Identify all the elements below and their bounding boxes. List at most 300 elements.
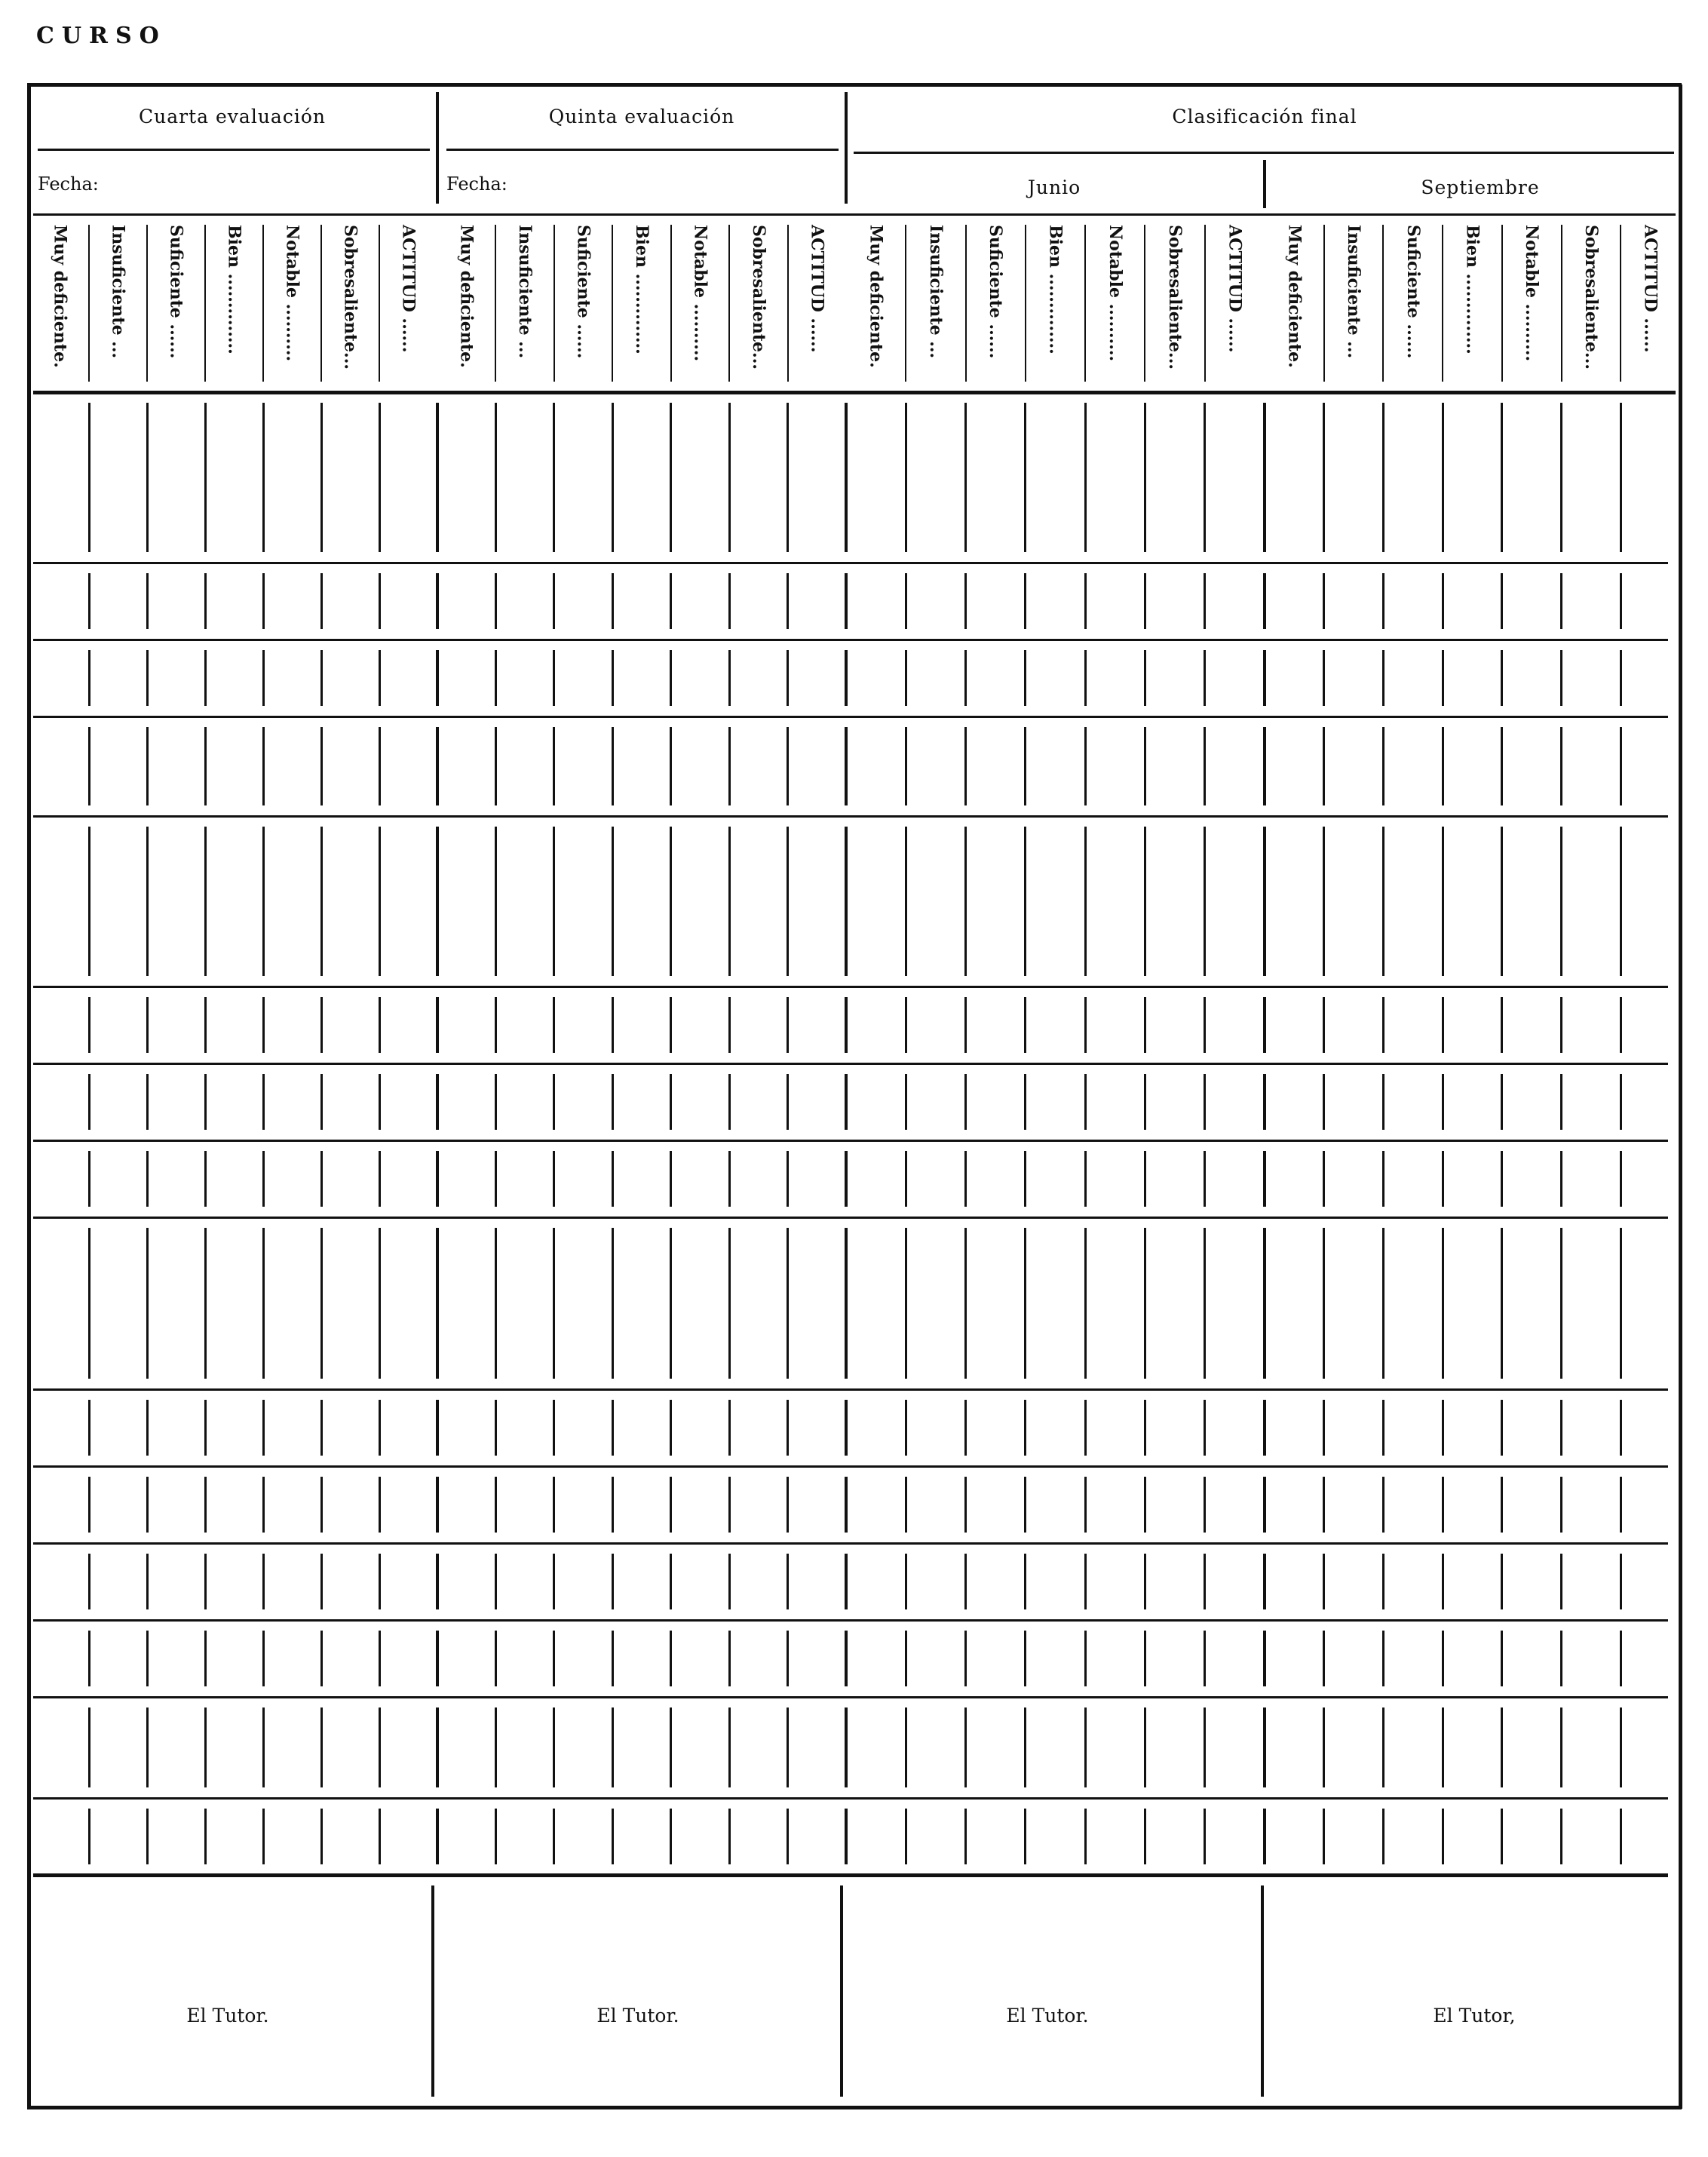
row-column-separator xyxy=(1204,403,1206,552)
row-column-separator xyxy=(146,1631,149,1686)
row-column-separator xyxy=(787,1228,789,1379)
row-column-separator xyxy=(1323,1707,1325,1787)
row-column-separator xyxy=(670,1477,672,1533)
row-column-separator xyxy=(964,1477,967,1533)
row-column-separator xyxy=(1442,1809,1444,1864)
row-column-separator xyxy=(1084,1809,1087,1864)
grade-column-header: Bien .............. xyxy=(1462,225,1483,354)
row-column-separator xyxy=(787,1400,789,1456)
row-column-separator xyxy=(262,1477,265,1533)
row-column-separator xyxy=(1323,1631,1325,1686)
row-column-separator xyxy=(204,1477,207,1533)
header-column-separator xyxy=(612,225,613,382)
row-column-separator xyxy=(1323,827,1325,976)
row-column-separator xyxy=(1024,1074,1026,1130)
row-column-separator xyxy=(612,827,614,976)
row-column-separator xyxy=(905,827,907,976)
row-column-separator xyxy=(728,650,731,706)
row-column-separator xyxy=(88,997,90,1053)
row-column-separator xyxy=(1024,727,1026,805)
row-column-separator xyxy=(787,827,789,976)
row-column-separator xyxy=(1442,1707,1444,1787)
row-block-separator xyxy=(1263,1074,1266,1130)
course-label: CURSO xyxy=(36,23,167,49)
row-column-separator xyxy=(320,1631,323,1686)
row-block-separator xyxy=(1263,1477,1266,1533)
row-column-separator xyxy=(1024,827,1026,976)
row-column-separator xyxy=(379,1631,381,1686)
row-column-separator xyxy=(88,1074,90,1130)
row-column-separator xyxy=(1084,1400,1087,1456)
row-column-separator xyxy=(905,1707,907,1787)
row-column-separator xyxy=(1501,727,1503,805)
row-column-separator xyxy=(495,1631,497,1686)
row-column-separator xyxy=(320,650,323,706)
row-column-separator xyxy=(964,1228,967,1379)
frame-bottom-border xyxy=(27,2106,1682,2109)
header-column-separator xyxy=(1382,225,1384,382)
row-column-separator xyxy=(320,573,323,629)
row-column-separator xyxy=(88,1228,90,1379)
row-column-separator xyxy=(1323,1554,1325,1609)
grade-column-header: Notable .......... xyxy=(282,225,302,362)
signature-tutor-junio: El Tutor. xyxy=(1006,2005,1089,2027)
row-block-separator xyxy=(436,1477,439,1533)
row-column-separator xyxy=(320,1809,323,1864)
row-column-separator xyxy=(1323,1400,1325,1456)
row-column-separator xyxy=(905,1631,907,1686)
row-column-separator xyxy=(1323,573,1325,629)
row-column-separator xyxy=(1323,1074,1325,1130)
row-column-separator xyxy=(1501,997,1503,1053)
grade-column-header: Muy deficiente. xyxy=(456,225,477,368)
row-column-separator xyxy=(495,1477,497,1533)
signature-divider-2 xyxy=(840,1885,843,2097)
row-column-separator xyxy=(1323,650,1325,706)
row-column-separator xyxy=(320,1477,323,1533)
header-fecha-line xyxy=(33,213,1676,216)
row-column-separator xyxy=(88,1554,90,1609)
row-column-separator xyxy=(379,1400,381,1456)
row-column-separator xyxy=(1501,1477,1503,1533)
row-column-separator xyxy=(495,1074,497,1130)
row-block-separator xyxy=(436,1151,439,1207)
row-column-separator xyxy=(1204,1809,1206,1864)
row-column-separator xyxy=(495,403,497,552)
row-column-separator xyxy=(495,727,497,805)
row-column-separator xyxy=(670,573,672,629)
header-column-separator xyxy=(728,225,730,382)
row-column-separator xyxy=(905,1554,907,1609)
row-column-separator xyxy=(1024,1809,1026,1864)
row-column-separator xyxy=(262,1151,265,1207)
row-column-separator xyxy=(553,827,555,976)
row-column-separator xyxy=(1144,403,1146,552)
row-column-separator xyxy=(670,827,672,976)
row-column-separator xyxy=(670,1707,672,1787)
row-column-separator xyxy=(204,997,207,1053)
row-column-separator xyxy=(1382,573,1384,629)
row-column-separator xyxy=(204,1631,207,1686)
row-column-separator xyxy=(1620,1228,1622,1379)
row-column-separator xyxy=(553,1707,555,1787)
row-column-separator xyxy=(1442,727,1444,805)
row-column-separator xyxy=(1501,1151,1503,1207)
grade-column-header: ACTITUD ...... xyxy=(1225,225,1245,353)
row-line xyxy=(33,1619,1668,1622)
header-column-separator xyxy=(1620,225,1621,382)
row-column-separator xyxy=(1084,403,1087,552)
row-block-separator xyxy=(436,573,439,629)
header-underline-quinta xyxy=(446,149,839,151)
row-column-separator xyxy=(379,827,381,976)
row-block-separator xyxy=(1263,573,1266,629)
row-column-separator xyxy=(146,1228,149,1379)
grade-column-header: Bien .............. xyxy=(632,225,652,354)
row-column-separator xyxy=(1204,650,1206,706)
row-column-separator xyxy=(88,573,90,629)
row-column-separator xyxy=(905,403,907,552)
row-column-separator xyxy=(1620,403,1622,552)
row-column-separator xyxy=(1144,1631,1146,1686)
row-line xyxy=(33,1217,1668,1219)
row-column-separator xyxy=(262,827,265,976)
row-column-separator xyxy=(553,727,555,805)
row-column-separator xyxy=(787,650,789,706)
row-column-separator xyxy=(1024,1631,1026,1686)
header-column-separator xyxy=(1084,225,1086,382)
grade-column-header: Notable .......... xyxy=(1522,225,1542,362)
row-column-separator xyxy=(88,1477,90,1533)
header-column-separator xyxy=(1144,225,1145,382)
row-column-separator xyxy=(964,650,967,706)
grade-column-header: ACTITUD ...... xyxy=(807,225,827,353)
row-column-separator xyxy=(146,1151,149,1207)
row-block-separator xyxy=(845,997,848,1053)
row-column-separator xyxy=(379,403,381,552)
row-column-separator xyxy=(553,997,555,1053)
row-column-separator xyxy=(1442,573,1444,629)
row-column-separator xyxy=(204,1400,207,1456)
row-column-separator xyxy=(262,1809,265,1864)
row-column-separator xyxy=(1560,727,1562,805)
row-column-separator xyxy=(1560,997,1562,1053)
row-column-separator xyxy=(1323,997,1325,1053)
row-block-separator xyxy=(1263,1554,1266,1609)
row-column-separator xyxy=(1382,997,1384,1053)
row-column-separator xyxy=(320,403,323,552)
row-block-separator xyxy=(845,1707,848,1787)
row-column-separator xyxy=(204,1228,207,1379)
row-column-separator xyxy=(728,1707,731,1787)
row-column-separator xyxy=(1144,1228,1146,1379)
row-column-separator xyxy=(1204,997,1206,1053)
row-column-separator xyxy=(905,727,907,805)
row-column-separator xyxy=(379,997,381,1053)
row-column-separator xyxy=(1382,1809,1384,1864)
row-column-separator xyxy=(88,727,90,805)
row-column-separator xyxy=(1560,1554,1562,1609)
row-column-separator xyxy=(320,1707,323,1787)
header-column-separator xyxy=(1323,225,1325,382)
row-column-separator xyxy=(1501,827,1503,976)
row-block-separator xyxy=(1263,827,1266,976)
row-column-separator xyxy=(728,403,731,552)
row-column-separator xyxy=(1560,650,1562,706)
header-column-separator xyxy=(379,225,380,382)
row-column-separator xyxy=(1204,1074,1206,1130)
row-block-separator xyxy=(436,1707,439,1787)
row-block-separator xyxy=(436,403,439,552)
row-column-separator xyxy=(612,1477,614,1533)
row-line xyxy=(33,639,1668,641)
row-column-separator xyxy=(612,403,614,552)
row-line xyxy=(33,815,1668,818)
row-column-separator xyxy=(787,727,789,805)
row-column-separator xyxy=(728,1477,731,1533)
row-column-separator xyxy=(146,1400,149,1456)
row-block-separator xyxy=(436,1631,439,1686)
row-column-separator xyxy=(612,1151,614,1207)
row-column-separator xyxy=(553,1631,555,1686)
row-column-separator xyxy=(964,727,967,805)
row-column-separator xyxy=(1382,827,1384,976)
row-column-separator xyxy=(495,997,497,1053)
signature-divider-3 xyxy=(1261,1885,1264,2097)
row-column-separator xyxy=(728,1228,731,1379)
row-column-separator xyxy=(88,650,90,706)
row-column-separator xyxy=(1501,1707,1503,1787)
row-column-separator xyxy=(787,1809,789,1864)
row-column-separator xyxy=(728,1400,731,1456)
row-block-separator xyxy=(436,1400,439,1456)
row-column-separator xyxy=(612,1228,614,1379)
row-column-separator xyxy=(1144,827,1146,976)
row-line xyxy=(33,1873,1668,1877)
header-column-separator xyxy=(320,225,322,382)
row-column-separator xyxy=(1084,1707,1087,1787)
row-line xyxy=(33,1140,1668,1142)
fecha-label-cuarta: Fecha: xyxy=(38,173,99,195)
row-column-separator xyxy=(670,1151,672,1207)
row-column-separator xyxy=(495,1151,497,1207)
row-column-separator xyxy=(612,573,614,629)
row-column-separator xyxy=(1560,1228,1562,1379)
divider-junio-septiembre xyxy=(1263,160,1266,208)
grade-column-header: Insuficiente ... xyxy=(108,225,128,359)
row-column-separator xyxy=(553,1228,555,1379)
row-column-separator xyxy=(1024,1707,1026,1787)
row-column-separator xyxy=(728,1809,731,1864)
row-column-separator xyxy=(964,827,967,976)
row-column-separator xyxy=(1024,650,1026,706)
row-column-separator xyxy=(1144,1809,1146,1864)
row-column-separator xyxy=(787,403,789,552)
row-column-separator xyxy=(379,1707,381,1787)
row-column-separator xyxy=(495,827,497,976)
row-column-separator xyxy=(964,1631,967,1686)
row-column-separator xyxy=(1382,1151,1384,1207)
row-column-separator xyxy=(1620,1477,1622,1533)
row-column-separator xyxy=(1024,1228,1026,1379)
grade-column-header: Insuficiente ... xyxy=(925,225,946,359)
row-column-separator xyxy=(670,1074,672,1130)
row-block-separator xyxy=(845,403,848,552)
row-column-separator xyxy=(1560,1400,1562,1456)
row-column-separator xyxy=(1382,1400,1384,1456)
row-block-separator xyxy=(845,727,848,805)
header-column-separator xyxy=(1204,225,1206,382)
row-column-separator xyxy=(88,1631,90,1686)
row-column-separator xyxy=(1084,1228,1087,1379)
row-column-separator xyxy=(204,650,207,706)
row-column-separator xyxy=(670,403,672,552)
header-underline-final xyxy=(854,152,1674,154)
fecha-label-quinta: Fecha: xyxy=(446,173,507,195)
row-block-separator xyxy=(436,827,439,976)
row-column-separator xyxy=(787,573,789,629)
row-column-separator xyxy=(204,1074,207,1130)
row-column-separator xyxy=(1501,1400,1503,1456)
row-column-separator xyxy=(320,1400,323,1456)
signature-tutor-quinta: El Tutor. xyxy=(596,2005,679,2027)
section-divider-1 xyxy=(436,92,439,204)
row-column-separator xyxy=(553,1554,555,1609)
row-column-separator xyxy=(964,1400,967,1456)
header-column-separator xyxy=(204,225,206,382)
grade-column-header: Sobresaliente... xyxy=(1581,225,1601,370)
row-column-separator xyxy=(1620,650,1622,706)
row-column-separator xyxy=(787,1631,789,1686)
row-column-separator xyxy=(1620,997,1622,1053)
row-column-separator xyxy=(379,650,381,706)
row-column-separator xyxy=(1323,1809,1325,1864)
row-column-separator xyxy=(1442,650,1444,706)
row-column-separator xyxy=(553,1151,555,1207)
row-column-separator xyxy=(728,1554,731,1609)
grade-column-header: Suficiente ...... xyxy=(166,225,186,359)
row-column-separator xyxy=(320,1554,323,1609)
grade-column-header: Insuficiente ... xyxy=(515,225,535,359)
row-column-separator xyxy=(88,827,90,976)
row-column-separator xyxy=(964,1707,967,1787)
row-column-separator xyxy=(1144,573,1146,629)
row-column-separator xyxy=(905,1074,907,1130)
row-column-separator xyxy=(1084,573,1087,629)
row-column-separator xyxy=(1382,1228,1384,1379)
row-column-separator xyxy=(728,827,731,976)
header-column-separator xyxy=(262,225,264,382)
row-column-separator xyxy=(1442,997,1444,1053)
row-column-separator xyxy=(1204,1477,1206,1533)
header-bottom-line xyxy=(33,391,1676,394)
row-column-separator xyxy=(670,997,672,1053)
row-column-separator xyxy=(612,1400,614,1456)
row-column-separator xyxy=(320,1074,323,1130)
row-column-separator xyxy=(905,1151,907,1207)
row-column-separator xyxy=(553,1400,555,1456)
row-column-separator xyxy=(495,1554,497,1609)
row-column-separator xyxy=(204,827,207,976)
row-column-separator xyxy=(1560,573,1562,629)
row-block-separator xyxy=(845,1631,848,1686)
row-column-separator xyxy=(1144,1151,1146,1207)
grade-column-header: Muy deficiente. xyxy=(50,225,70,368)
row-column-separator xyxy=(1620,573,1622,629)
row-column-separator xyxy=(787,1554,789,1609)
row-column-separator xyxy=(1442,1631,1444,1686)
header-clasificacion-final: Clasificación final xyxy=(1172,106,1357,127)
row-column-separator xyxy=(964,573,967,629)
row-column-separator xyxy=(379,1151,381,1207)
header-column-separator xyxy=(1025,225,1026,382)
row-line xyxy=(33,1465,1668,1468)
row-column-separator xyxy=(1204,1554,1206,1609)
row-column-separator xyxy=(1084,727,1087,805)
row-block-separator xyxy=(436,1554,439,1609)
row-column-separator xyxy=(1144,997,1146,1053)
row-block-separator xyxy=(436,1809,439,1864)
row-block-separator xyxy=(1263,997,1266,1053)
header-column-separator xyxy=(787,225,789,382)
row-column-separator xyxy=(320,727,323,805)
row-column-separator xyxy=(379,573,381,629)
row-column-separator xyxy=(1560,403,1562,552)
row-column-separator xyxy=(1501,650,1503,706)
grade-column-header: Notable .......... xyxy=(1105,225,1125,362)
signature-tutor-septiembre: El Tutor, xyxy=(1433,2005,1516,2027)
frame-left-border xyxy=(27,84,31,2109)
row-block-separator xyxy=(845,1074,848,1130)
row-column-separator xyxy=(1204,1631,1206,1686)
row-block-separator xyxy=(845,1151,848,1207)
row-column-separator xyxy=(1620,827,1622,976)
row-column-separator xyxy=(262,650,265,706)
grade-column-header: Sobresaliente... xyxy=(1165,225,1185,370)
row-column-separator xyxy=(612,997,614,1053)
frame-top-border xyxy=(27,83,1682,87)
row-column-separator xyxy=(262,1707,265,1787)
row-column-separator xyxy=(88,1151,90,1207)
row-column-separator xyxy=(1144,1400,1146,1456)
row-line xyxy=(33,1797,1668,1800)
row-column-separator xyxy=(553,650,555,706)
row-column-separator xyxy=(379,1554,381,1609)
row-column-separator xyxy=(1084,997,1087,1053)
header-column-separator xyxy=(670,225,672,382)
header-cuarta-evaluacion: Cuarta evaluación xyxy=(139,106,326,127)
row-column-separator xyxy=(379,1074,381,1130)
row-block-separator xyxy=(845,573,848,629)
row-column-separator xyxy=(1144,1074,1146,1130)
row-column-separator xyxy=(670,1228,672,1379)
row-column-separator xyxy=(728,1631,731,1686)
row-column-separator xyxy=(262,403,265,552)
row-column-separator xyxy=(146,1074,149,1130)
row-column-separator xyxy=(553,403,555,552)
row-column-separator xyxy=(964,1151,967,1207)
row-column-separator xyxy=(204,1554,207,1609)
row-column-separator xyxy=(146,1707,149,1787)
row-column-separator xyxy=(1323,1228,1325,1379)
header-column-separator xyxy=(146,225,148,382)
row-column-separator xyxy=(1442,827,1444,976)
row-column-separator xyxy=(88,403,90,552)
row-column-separator xyxy=(379,1228,381,1379)
row-column-separator xyxy=(262,1554,265,1609)
row-column-separator xyxy=(204,1707,207,1787)
row-column-separator xyxy=(1144,1554,1146,1609)
